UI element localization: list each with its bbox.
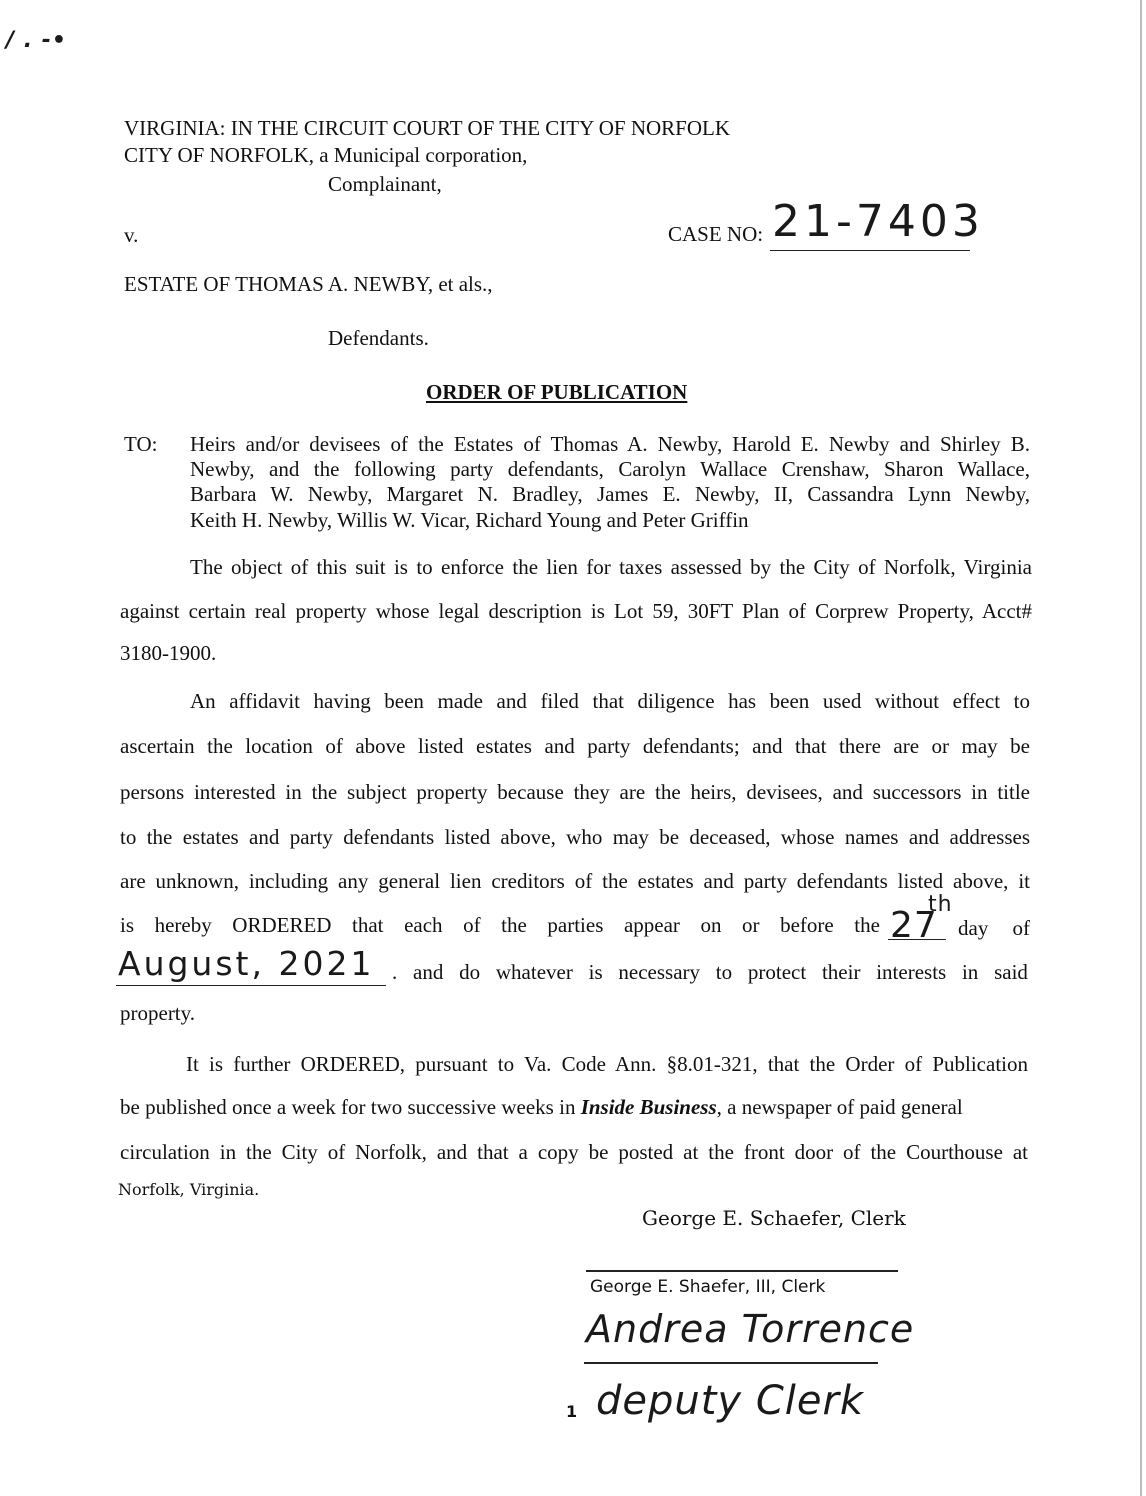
para1-line-1: The object of this suit is to enforce the lien for taxes assessed by the City of Norfolk, Virginia bbox=[190, 555, 1032, 579]
para2-line-5: are unknown, including any general lien creditors of the estates and party defendants listed above, it bbox=[120, 869, 1030, 893]
word: their bbox=[821, 960, 861, 984]
clerk-stamp: George E. Schaefer, Clerk bbox=[642, 1206, 906, 1230]
word: the bbox=[501, 913, 527, 937]
para3-line-2-post: , a newspaper of paid general bbox=[716, 1095, 963, 1119]
para2-line-3: persons interested in the subject property because they are the heirs, devisees, and successors in title bbox=[120, 780, 1030, 804]
word: necessary bbox=[618, 960, 701, 984]
para1-line-2: against certain real property whose legal description is Lot 59, 30FT Plan of Corprew Property, Acct# bbox=[120, 599, 1032, 623]
defendant-name: ESTATE OF THOMAS A. NEWBY, et als., bbox=[124, 272, 493, 296]
word: before bbox=[780, 913, 834, 937]
word: ORDERED bbox=[232, 913, 332, 937]
day-suffix-handwritten: th bbox=[928, 892, 953, 917]
court-heading: VIRGINIA: IN THE CIRCUIT COURT OF THE CITY OF NORFOLK bbox=[124, 116, 731, 140]
para2-line-8: property. bbox=[120, 1001, 196, 1025]
to-line-4: Keith H. Newby, Willis W. Vicar, Richard Young and Peter Griffin bbox=[190, 508, 749, 532]
word: parties bbox=[547, 913, 604, 937]
word: day bbox=[958, 916, 989, 940]
word: said bbox=[994, 960, 1028, 984]
word: of bbox=[1012, 916, 1030, 940]
to-line-1: Heirs and/or devisees of the Estates of Thomas A. Newby, Harold E. Newby and Shirley B. bbox=[190, 432, 1030, 456]
defendant-role: Defendants. bbox=[328, 326, 429, 350]
case-number-handwritten: 21-7403 bbox=[772, 196, 984, 247]
newspaper-name: Inside Business bbox=[580, 1095, 717, 1119]
word: the bbox=[854, 913, 880, 937]
versus-label: v. bbox=[124, 223, 139, 247]
to-line-2: Newby, and the following party defendants, Carolyn Wallace Crenshaw, Sharon Wallace, bbox=[190, 457, 1030, 481]
corner-scribble: / . -• bbox=[6, 28, 67, 53]
to-line-3: Barbara W. Newby, Margaret N. Bradley, James E. Newby, II, Cassandra Lynn Newby, bbox=[190, 482, 1030, 506]
page-number: 1 bbox=[566, 1402, 578, 1421]
word: protect bbox=[747, 960, 807, 984]
day-underline bbox=[888, 939, 946, 940]
para2-line-6-end bbox=[958, 916, 1030, 941]
word: that bbox=[352, 913, 384, 937]
para3-line-2-pre: be published once a week for two successive weeks in bbox=[120, 1095, 581, 1119]
para3-line-4: Norfolk, Virginia. bbox=[118, 1180, 260, 1199]
month-underline bbox=[116, 985, 386, 986]
word: of bbox=[463, 913, 481, 937]
case-label: CASE NO: bbox=[668, 222, 764, 246]
para1-line-3: 3180-1900. bbox=[120, 641, 217, 665]
word: . bbox=[392, 960, 398, 984]
para3-line-3: circulation in the City of Norfolk, and that a copy be posted at the front door of the Courthouse at bbox=[120, 1140, 1028, 1164]
para2-line-1: An affidavit having been made and filed that diligence has been used without effect to bbox=[190, 689, 1030, 713]
para3-line-2 bbox=[120, 1095, 1028, 1120]
document-title: ORDER OF PUBLICATION bbox=[426, 380, 688, 404]
day-handwritten: 27 bbox=[890, 905, 938, 946]
word: appear bbox=[623, 913, 680, 937]
word: to bbox=[715, 960, 733, 984]
scan-edge-bar bbox=[1140, 0, 1142, 1496]
word: in bbox=[961, 960, 979, 984]
word: interests bbox=[876, 960, 947, 984]
word: each bbox=[404, 913, 443, 937]
para2-line-4: to the estates and party defendants listed above, who may be deceased, whose names and addresses bbox=[120, 825, 1030, 849]
word: on bbox=[700, 913, 722, 937]
word: do bbox=[459, 960, 481, 984]
deputy-signature-line bbox=[584, 1362, 878, 1364]
deputy-title-handwritten: deputy Clerk bbox=[596, 1378, 865, 1424]
word: is bbox=[588, 960, 603, 984]
clerk-printed-name: George E. Shaefer, III, Clerk bbox=[590, 1277, 826, 1297]
word: or bbox=[742, 913, 760, 937]
deputy-signature-handwritten: Andrea Torrence bbox=[586, 1307, 915, 1351]
plaintiff-name: CITY OF NORFOLK, a Municipal corporation, bbox=[124, 143, 528, 167]
para2-line-2: ascertain the location of above listed estates and party defendants; and that there are or may be bbox=[120, 734, 1030, 758]
word: and bbox=[413, 960, 444, 984]
plaintiff-role: Complainant, bbox=[328, 172, 442, 196]
to-label: TO: bbox=[124, 432, 158, 456]
case-number-underline bbox=[770, 250, 970, 251]
para3-line-1: It is further ORDERED, pursuant to Va. Code Ann. §8.01-321, that the Order of Publication bbox=[186, 1052, 1028, 1076]
clerk-signature-line bbox=[586, 1270, 898, 1272]
word: hereby bbox=[154, 913, 212, 937]
para2-line-6-start bbox=[120, 913, 880, 938]
para2-line-7 bbox=[392, 960, 1028, 985]
word: is bbox=[120, 913, 135, 937]
word: whatever bbox=[495, 960, 573, 984]
month-year-handwritten: August, 2021 bbox=[118, 944, 375, 983]
